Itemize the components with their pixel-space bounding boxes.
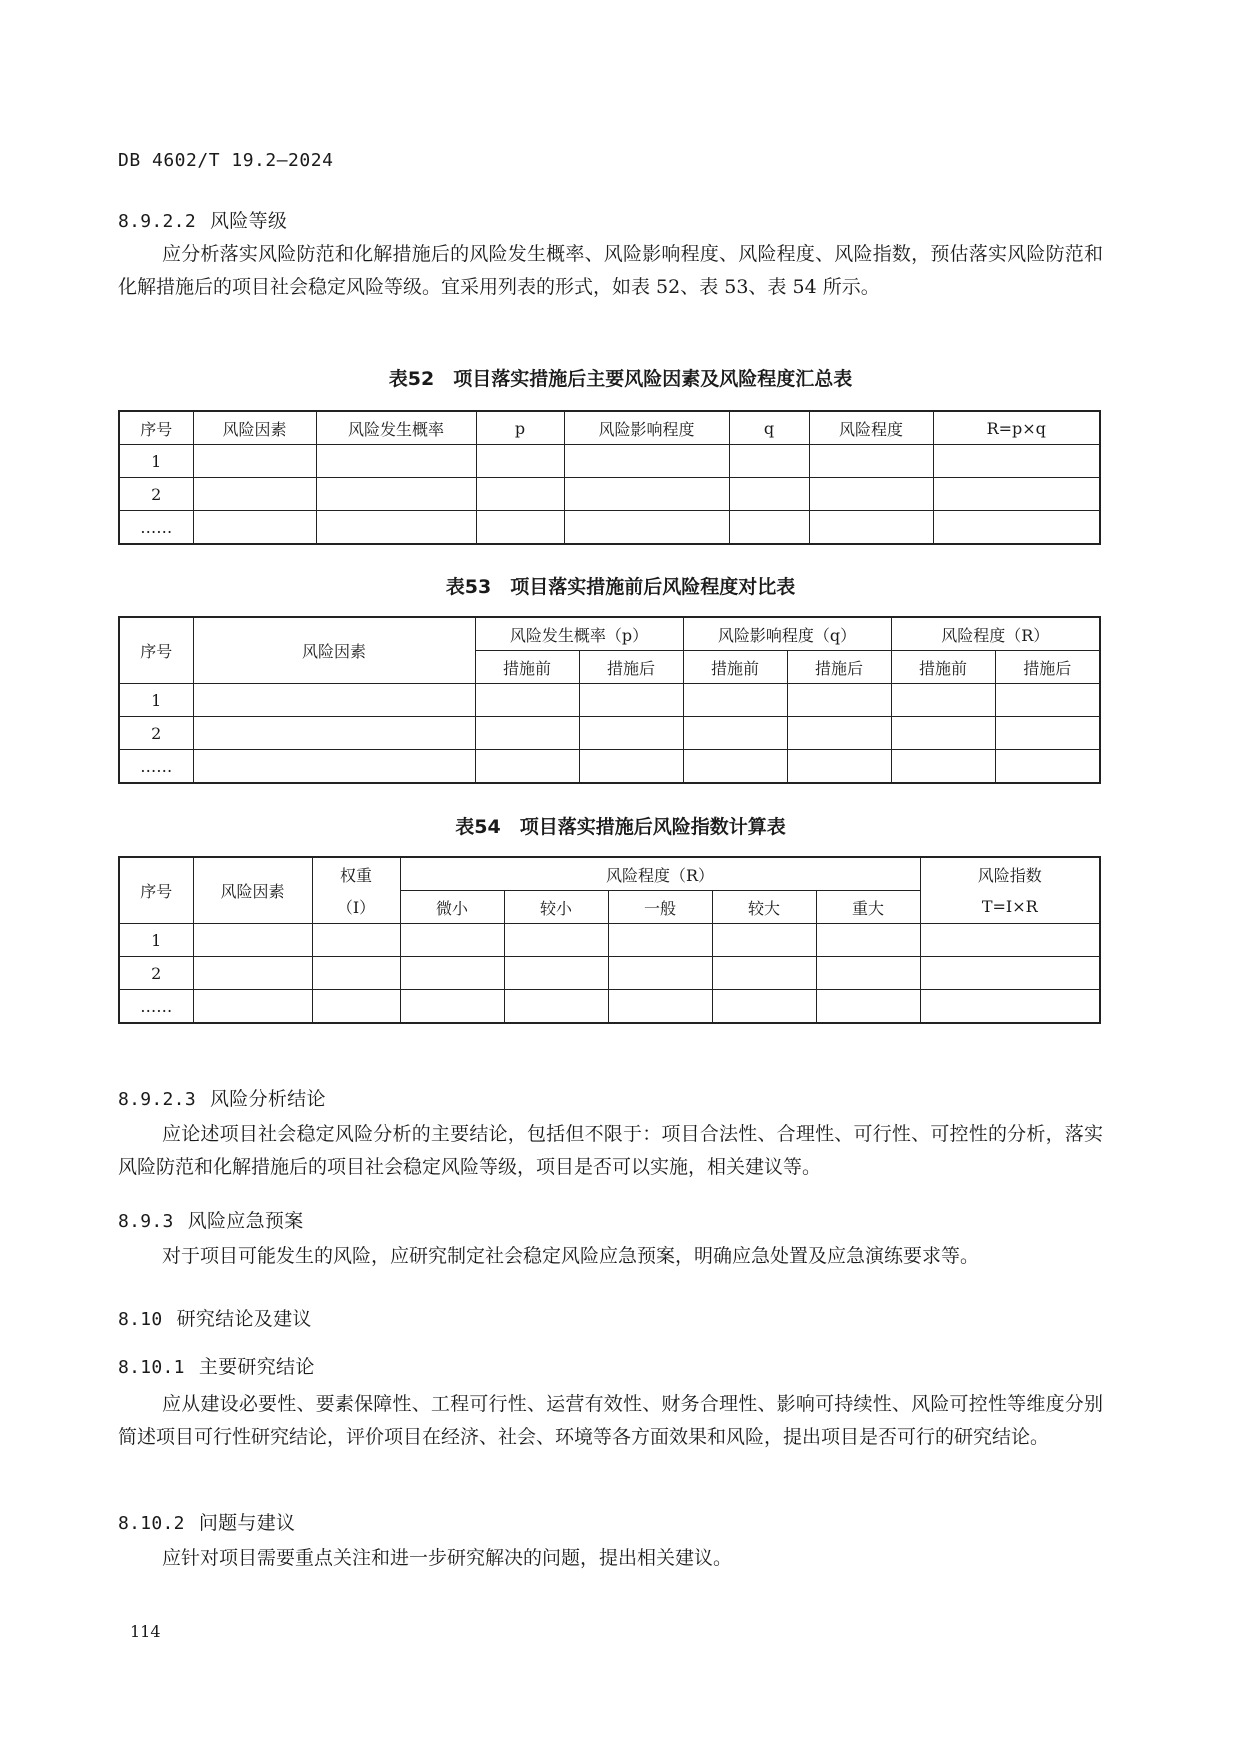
section-number: 8.10.2 xyxy=(118,1513,185,1534)
header-cell-before: 措施前 xyxy=(475,651,579,684)
header-cell: q xyxy=(729,411,809,445)
table-row xyxy=(119,957,1100,990)
section-title: 风险应急预案 xyxy=(187,1210,304,1232)
table-row xyxy=(119,478,1100,511)
header-cell: 风险发生概率 xyxy=(316,411,476,445)
row-number: 2 xyxy=(119,478,193,511)
section-title: 问题与建议 xyxy=(198,1512,296,1534)
header-cell-before: 措施前 xyxy=(891,651,995,684)
row-number: 1 xyxy=(119,924,193,957)
header-cell-level: 较大 xyxy=(712,891,816,924)
header-cell: 风险因素 xyxy=(193,617,475,684)
table-row xyxy=(119,750,1100,784)
header-cell-after: 措施后 xyxy=(787,651,891,684)
header-cell: 序号 xyxy=(119,411,193,445)
section-title: 风险分析结论 xyxy=(209,1088,326,1110)
header-cell-after: 措施后 xyxy=(579,651,683,684)
row-number: …… xyxy=(119,990,193,1024)
section-heading-8-10 xyxy=(118,1304,312,1331)
row-number: 2 xyxy=(119,717,193,750)
header-cell-level: 重大 xyxy=(816,891,920,924)
header-cell: 风险因素 xyxy=(193,857,312,924)
header-group-impact: 风险影响程度（q） xyxy=(683,617,891,651)
section-number: 8.9.3 xyxy=(118,1211,174,1232)
header-group-probability: 风险发生概率（p） xyxy=(475,617,683,651)
row-number: 1 xyxy=(119,445,193,478)
table-row xyxy=(119,990,1100,1024)
row-number: 1 xyxy=(119,684,193,717)
header-cell: R=p×q xyxy=(933,411,1100,445)
table-row xyxy=(119,445,1100,478)
header-cell-weight: 权重 xyxy=(312,857,400,891)
row-number: …… xyxy=(119,511,193,545)
header-cell: p xyxy=(476,411,564,445)
header-group-degree: 风险程度（R） xyxy=(891,617,1100,651)
table-header-row xyxy=(119,411,1100,445)
header-cell-index: 风险指数 xyxy=(920,857,1100,891)
header-cell: 风险影响程度 xyxy=(564,411,729,445)
table-54-caption: 表54 项目落实措施后风险指数计算表 xyxy=(455,816,786,838)
header-cell-weight-symbol: （I） xyxy=(312,891,400,924)
paragraph-issues-suggestions: 应针对项目需要重点关注和进一步研究解决的问题，提出相关建议。 xyxy=(162,1547,733,1569)
section-number: 8.9.2.2 xyxy=(118,211,196,232)
table-53-caption: 表53 项目落实措施前后风险程度对比表 xyxy=(445,576,796,598)
table-52-caption: 表52 项目落实措施后主要风险因素及风险程度汇总表 xyxy=(388,368,853,390)
section-heading-8-10-1 xyxy=(118,1352,315,1379)
table-header-row xyxy=(119,857,1100,891)
header-cell: 风险因素 xyxy=(193,411,316,445)
table-row xyxy=(119,511,1100,545)
header-cell-index-formula: T=I×R xyxy=(920,891,1100,924)
section-heading-8-9-2-2 xyxy=(118,206,287,233)
document-code: DB 4602/T 19.2—2024 xyxy=(118,150,334,171)
table-row xyxy=(119,717,1100,750)
header-cell: 风险程度 xyxy=(809,411,933,445)
header-cell-level: 一般 xyxy=(608,891,712,924)
table-header-row xyxy=(119,617,1100,651)
table-54 xyxy=(118,856,1101,1024)
paragraph-emergency-plan: 对于项目可能发生的风险，应研究制定社会稳定风险应急预案，明确应急处置及应急演练要求等。 xyxy=(162,1245,980,1267)
section-number: 8.10 xyxy=(118,1309,163,1330)
paragraph-risk-level: 应分析落实风险防范和化解措施后的风险发生概率、风险影响程度、风险程度、风险指数，预估落实风险防范和化解措施后的项目社会稳定风险等级。宜采用列表的形式，如表 52、表 53、表 54 所示。 xyxy=(118,243,1103,298)
section-title: 风险等级 xyxy=(209,210,288,232)
section-number: 8.10.1 xyxy=(118,1357,185,1378)
header-cell: 序号 xyxy=(119,857,193,924)
header-cell-level: 微小 xyxy=(400,891,504,924)
table-row xyxy=(119,684,1100,717)
header-cell: 序号 xyxy=(119,617,193,684)
page-number: 114 xyxy=(130,1622,161,1641)
header-cell-after: 措施后 xyxy=(995,651,1100,684)
section-title: 主要研究结论 xyxy=(198,1356,315,1378)
paragraph-analysis-conclusion: 应论述项目社会稳定风险分析的主要结论，包括但不限于：项目合法性、合理性、可行性、可控性的分析，落实风险防范和化解措施后的项目社会稳定风险等级，项目是否可以实施，相关建议等。 xyxy=(118,1123,1103,1178)
header-cell-before: 措施前 xyxy=(683,651,787,684)
paragraph-main-conclusion: 应从建设必要性、要素保障性、工程可行性、运营有效性、财务合理性、影响可持续性、风险可控性等维度分别简述项目可行性研究结论，评价项目在经济、社会、环境等各方面效果和风险，提出项目是否可行的研究结论。 xyxy=(118,1393,1103,1448)
row-number: …… xyxy=(119,750,193,784)
header-cell-level: 较小 xyxy=(504,891,608,924)
header-group-degree: 风险程度（R） xyxy=(400,857,920,891)
section-title: 研究结论及建议 xyxy=(176,1308,312,1330)
table-row xyxy=(119,924,1100,957)
section-heading-8-9-2-3 xyxy=(118,1084,326,1111)
table-52 xyxy=(118,410,1101,545)
table-53 xyxy=(118,616,1101,784)
row-number: 2 xyxy=(119,957,193,990)
section-number: 8.9.2.3 xyxy=(118,1089,196,1110)
section-heading-8-9-3 xyxy=(118,1206,304,1233)
section-heading-8-10-2 xyxy=(118,1508,295,1535)
